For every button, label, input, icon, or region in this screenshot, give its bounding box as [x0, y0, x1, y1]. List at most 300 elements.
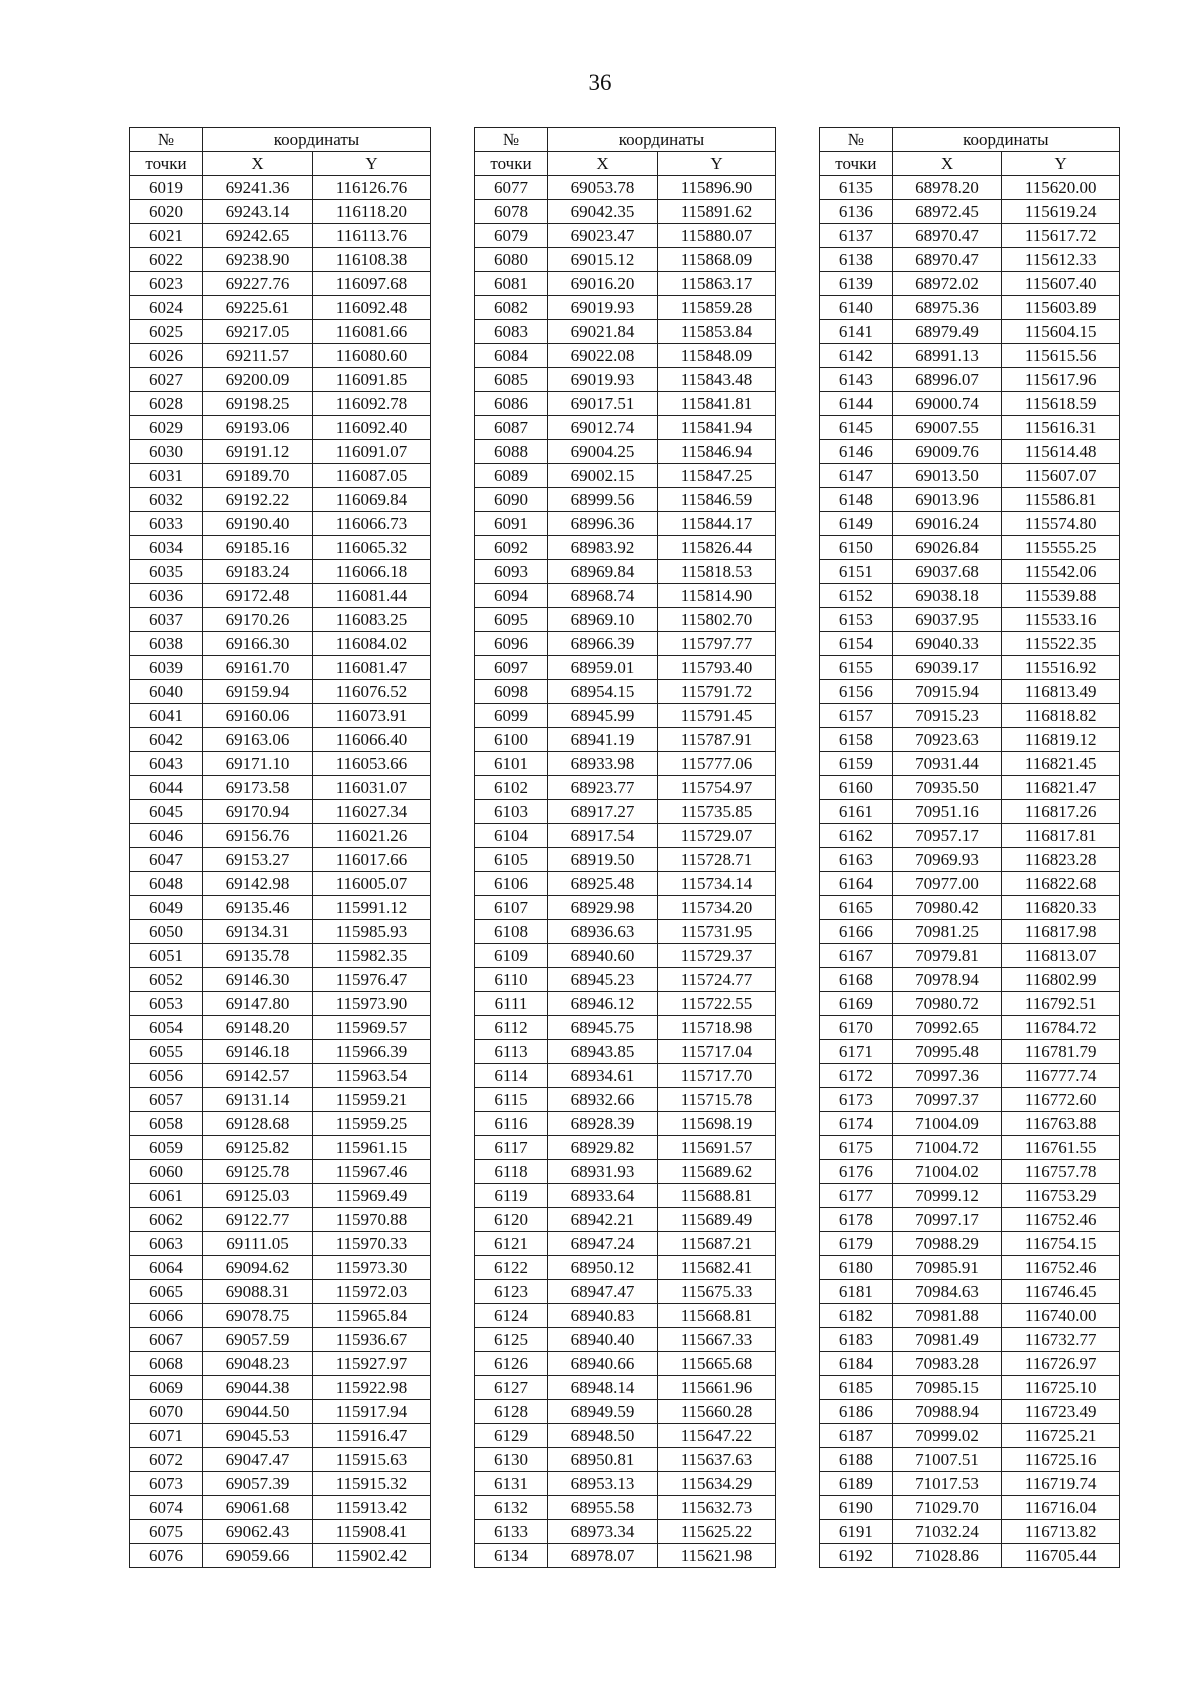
x-coordinate-cell: 69094.62 [203, 1256, 313, 1280]
y-coordinate-cell: 115936.67 [313, 1328, 431, 1352]
table-row [475, 464, 776, 488]
x-coordinate-cell: 68947.47 [548, 1280, 658, 1304]
x-coordinate-cell: 69057.39 [203, 1472, 313, 1496]
point-number-cell: 6062 [130, 1208, 203, 1232]
table-row [820, 416, 1120, 440]
point-number-cell: 6104 [475, 824, 548, 848]
table-row [475, 272, 776, 296]
point-number-cell: 6161 [820, 800, 893, 824]
point-number-cell: 6082 [475, 296, 548, 320]
x-coordinate-cell: 69023.47 [548, 224, 658, 248]
x-coordinate-cell: 69192.22 [203, 488, 313, 512]
y-coordinate-cell: 116821.45 [1002, 752, 1120, 776]
point-number-cell: 6031 [130, 464, 203, 488]
x-coordinate-cell: 71007.51 [892, 1448, 1002, 1472]
y-coordinate-cell: 116097.68 [313, 272, 431, 296]
x-coordinate-cell: 69241.36 [203, 176, 313, 200]
y-coordinate-cell: 116817.26 [1002, 800, 1120, 824]
table-row [820, 488, 1120, 512]
y-coordinate-cell: 115969.49 [313, 1184, 431, 1208]
table-row [475, 608, 776, 632]
x-coordinate-cell: 68970.47 [892, 224, 1002, 248]
y-coordinate-cell: 115617.72 [1002, 224, 1120, 248]
x-coordinate-cell: 69125.78 [203, 1160, 313, 1184]
x-coordinate-cell: 68933.64 [548, 1184, 658, 1208]
y-coordinate-cell: 115729.37 [658, 944, 776, 968]
x-coordinate-cell: 69000.74 [892, 392, 1002, 416]
y-coordinate-cell: 115846.94 [658, 440, 776, 464]
table-row [820, 728, 1120, 752]
table-row [475, 296, 776, 320]
table-row [475, 968, 776, 992]
table-row [820, 656, 1120, 680]
point-number-cell: 6024 [130, 296, 203, 320]
x-coordinate-cell: 69044.50 [203, 1400, 313, 1424]
x-coordinate-cell: 69017.51 [548, 392, 658, 416]
x-coordinate-cell: 69185.16 [203, 536, 313, 560]
point-number-cell: 6139 [820, 272, 893, 296]
y-coordinate-cell: 116781.79 [1002, 1040, 1120, 1064]
x-coordinate-cell: 69002.15 [548, 464, 658, 488]
coordinate-table-2 [474, 127, 776, 1568]
y-coordinate-cell: 115777.06 [658, 752, 776, 776]
x-coordinate-cell: 68972.45 [892, 200, 1002, 224]
point-number-cell: 6071 [130, 1424, 203, 1448]
y-coordinate-cell: 116113.76 [313, 224, 431, 248]
table-row [820, 440, 1120, 464]
x-coordinate-cell: 70979.81 [892, 944, 1002, 968]
x-coordinate-cell: 69122.77 [203, 1208, 313, 1232]
y-coordinate-cell: 115891.62 [658, 200, 776, 224]
y-coordinate-cell: 115959.21 [313, 1088, 431, 1112]
table-row [820, 296, 1120, 320]
point-number-cell: 6133 [475, 1520, 548, 1544]
table-row [820, 1376, 1120, 1400]
table-row [475, 1184, 776, 1208]
coordinate-tables [129, 127, 1120, 1583]
table-row [475, 1424, 776, 1448]
table-row [475, 416, 776, 440]
x-coordinate-cell: 68969.84 [548, 560, 658, 584]
y-coordinate-cell: 116746.45 [1002, 1280, 1120, 1304]
point-number-cell: 6084 [475, 344, 548, 368]
point-number-cell: 6055 [130, 1040, 203, 1064]
x-coordinate-cell: 69128.68 [203, 1112, 313, 1136]
point-number-cell: 6097 [475, 656, 548, 680]
y-coordinate-cell: 116092.48 [313, 296, 431, 320]
y-coordinate-cell: 115826.44 [658, 536, 776, 560]
y-coordinate-cell: 116108.38 [313, 248, 431, 272]
table-row [820, 1472, 1120, 1496]
x-coordinate-cell: 69189.70 [203, 464, 313, 488]
y-coordinate-cell: 116065.32 [313, 536, 431, 560]
y-coordinate-cell: 115698.19 [658, 1112, 776, 1136]
table-row [130, 1304, 431, 1328]
table-row [475, 1256, 776, 1280]
header-y: Y [1002, 152, 1120, 176]
x-coordinate-cell: 69153.27 [203, 848, 313, 872]
table-row [130, 1088, 431, 1112]
point-number-cell: 6019 [130, 176, 203, 200]
y-coordinate-cell: 116813.49 [1002, 680, 1120, 704]
x-coordinate-cell: 69243.14 [203, 200, 313, 224]
table-row [475, 1400, 776, 1424]
x-coordinate-cell: 68948.50 [548, 1424, 658, 1448]
point-number-cell: 6105 [475, 848, 548, 872]
y-coordinate-cell: 116092.78 [313, 392, 431, 416]
x-coordinate-cell: 69004.25 [548, 440, 658, 464]
point-number-cell: 6150 [820, 536, 893, 560]
point-number-cell: 6090 [475, 488, 548, 512]
point-number-cell: 6036 [130, 584, 203, 608]
table-row [820, 1328, 1120, 1352]
point-number-cell: 6081 [475, 272, 548, 296]
x-coordinate-cell: 69191.12 [203, 440, 313, 464]
y-coordinate-cell: 115991.12 [313, 896, 431, 920]
x-coordinate-cell: 69125.82 [203, 1136, 313, 1160]
table-row [820, 344, 1120, 368]
x-coordinate-cell: 69135.78 [203, 944, 313, 968]
x-coordinate-cell: 69078.75 [203, 1304, 313, 1328]
table-row [130, 1040, 431, 1064]
point-number-cell: 6156 [820, 680, 893, 704]
y-coordinate-cell: 115734.20 [658, 896, 776, 920]
y-coordinate-cell: 115691.57 [658, 1136, 776, 1160]
table-row [820, 272, 1120, 296]
point-number-cell: 6114 [475, 1064, 548, 1088]
x-coordinate-cell: 68932.66 [548, 1088, 658, 1112]
table-row [475, 1232, 776, 1256]
point-number-cell: 6140 [820, 296, 893, 320]
table-row [475, 1448, 776, 1472]
x-coordinate-cell: 69225.61 [203, 296, 313, 320]
table-row [130, 896, 431, 920]
point-number-cell: 6135 [820, 176, 893, 200]
point-number-cell: 6020 [130, 200, 203, 224]
table-row [130, 200, 431, 224]
x-coordinate-cell: 69015.12 [548, 248, 658, 272]
table-row [130, 848, 431, 872]
x-coordinate-cell: 68953.13 [548, 1472, 658, 1496]
table-row [475, 992, 776, 1016]
y-coordinate-cell: 116005.07 [313, 872, 431, 896]
table-row [820, 608, 1120, 632]
table-row [475, 440, 776, 464]
point-number-cell: 6123 [475, 1280, 548, 1304]
header-num-top: № [820, 128, 893, 152]
y-coordinate-cell: 116725.10 [1002, 1376, 1120, 1400]
point-number-cell: 6045 [130, 800, 203, 824]
x-coordinate-cell: 71017.53 [892, 1472, 1002, 1496]
x-coordinate-cell: 69013.50 [892, 464, 1002, 488]
y-coordinate-cell: 116017.66 [313, 848, 431, 872]
table-row [130, 224, 431, 248]
y-coordinate-cell: 115915.32 [313, 1472, 431, 1496]
table-row [130, 944, 431, 968]
x-coordinate-cell: 69147.80 [203, 992, 313, 1016]
point-number-cell: 6054 [130, 1016, 203, 1040]
x-coordinate-cell: 70951.16 [892, 800, 1002, 824]
point-number-cell: 6160 [820, 776, 893, 800]
x-coordinate-cell: 68973.34 [548, 1520, 658, 1544]
x-coordinate-cell: 68928.39 [548, 1112, 658, 1136]
y-coordinate-cell: 115844.17 [658, 512, 776, 536]
y-coordinate-cell: 116723.49 [1002, 1400, 1120, 1424]
y-coordinate-cell: 115735.85 [658, 800, 776, 824]
y-coordinate-cell: 116080.60 [313, 344, 431, 368]
x-coordinate-cell: 69047.47 [203, 1448, 313, 1472]
table-row [475, 824, 776, 848]
point-number-cell: 6092 [475, 536, 548, 560]
point-number-cell: 6076 [130, 1544, 203, 1568]
y-coordinate-cell: 115787.91 [658, 728, 776, 752]
point-number-cell: 6052 [130, 968, 203, 992]
table-row [475, 1472, 776, 1496]
y-coordinate-cell: 115689.62 [658, 1160, 776, 1184]
table-row [130, 752, 431, 776]
x-coordinate-cell: 69039.17 [892, 656, 1002, 680]
y-coordinate-cell: 115793.40 [658, 656, 776, 680]
x-coordinate-cell: 69238.90 [203, 248, 313, 272]
x-coordinate-cell: 69217.05 [203, 320, 313, 344]
x-coordinate-cell: 69148.20 [203, 1016, 313, 1040]
x-coordinate-cell: 69227.76 [203, 272, 313, 296]
y-coordinate-cell: 115847.25 [658, 464, 776, 488]
point-number-cell: 6108 [475, 920, 548, 944]
table-row [130, 608, 431, 632]
x-coordinate-cell: 69016.24 [892, 512, 1002, 536]
x-coordinate-cell: 70980.72 [892, 992, 1002, 1016]
table-row [130, 176, 431, 200]
x-coordinate-cell: 69037.95 [892, 608, 1002, 632]
x-coordinate-cell: 69242.65 [203, 224, 313, 248]
y-coordinate-cell: 115665.68 [658, 1352, 776, 1376]
table-row [475, 896, 776, 920]
y-coordinate-cell: 116066.73 [313, 512, 431, 536]
point-number-cell: 6035 [130, 560, 203, 584]
coordinate-table-3 [819, 127, 1120, 1568]
point-number-cell: 6137 [820, 224, 893, 248]
y-coordinate-cell: 115688.81 [658, 1184, 776, 1208]
header-num-bottom: точки [820, 152, 893, 176]
point-number-cell: 6030 [130, 440, 203, 464]
x-coordinate-cell: 68936.63 [548, 920, 658, 944]
x-coordinate-cell: 68955.58 [548, 1496, 658, 1520]
point-number-cell: 6131 [475, 1472, 548, 1496]
table-row [820, 632, 1120, 656]
table-row [475, 680, 776, 704]
table-row [130, 1256, 431, 1280]
table-row [130, 656, 431, 680]
y-coordinate-cell: 116118.20 [313, 200, 431, 224]
table-row [130, 1400, 431, 1424]
x-coordinate-cell: 69053.78 [548, 176, 658, 200]
table-row [130, 1232, 431, 1256]
x-coordinate-cell: 68966.39 [548, 632, 658, 656]
x-coordinate-cell: 68983.92 [548, 536, 658, 560]
y-coordinate-cell: 116083.25 [313, 608, 431, 632]
x-coordinate-cell: 68949.59 [548, 1400, 658, 1424]
point-number-cell: 6048 [130, 872, 203, 896]
y-coordinate-cell: 115539.88 [1002, 584, 1120, 608]
table-row [475, 944, 776, 968]
y-coordinate-cell: 116753.29 [1002, 1184, 1120, 1208]
table-row [130, 728, 431, 752]
header-coords: координаты [203, 128, 431, 152]
table-row [475, 752, 776, 776]
header-num-top: № [475, 128, 548, 152]
point-number-cell: 6175 [820, 1136, 893, 1160]
y-coordinate-cell: 115853.84 [658, 320, 776, 344]
x-coordinate-cell: 69211.57 [203, 344, 313, 368]
point-number-cell: 6025 [130, 320, 203, 344]
y-coordinate-cell: 115734.14 [658, 872, 776, 896]
y-coordinate-cell: 115908.41 [313, 1520, 431, 1544]
y-coordinate-cell: 116763.88 [1002, 1112, 1120, 1136]
table-row [130, 368, 431, 392]
y-coordinate-cell: 116752.46 [1002, 1208, 1120, 1232]
y-coordinate-cell: 115797.77 [658, 632, 776, 656]
table-row [130, 1112, 431, 1136]
point-number-cell: 6072 [130, 1448, 203, 1472]
y-coordinate-cell: 115917.94 [313, 1400, 431, 1424]
point-number-cell: 6127 [475, 1376, 548, 1400]
y-coordinate-cell: 115612.33 [1002, 248, 1120, 272]
x-coordinate-cell: 70923.63 [892, 728, 1002, 752]
y-coordinate-cell: 116073.91 [313, 704, 431, 728]
y-coordinate-cell: 116817.81 [1002, 824, 1120, 848]
point-number-cell: 6132 [475, 1496, 548, 1520]
y-coordinate-cell: 116820.33 [1002, 896, 1120, 920]
point-number-cell: 6043 [130, 752, 203, 776]
table-row [130, 680, 431, 704]
table-row [820, 800, 1120, 824]
header-y: Y [658, 152, 776, 176]
point-number-cell: 6038 [130, 632, 203, 656]
y-coordinate-cell: 115668.81 [658, 1304, 776, 1328]
x-coordinate-cell: 68934.61 [548, 1064, 658, 1088]
coordinate-table-1 [129, 127, 431, 1568]
x-coordinate-cell: 70981.25 [892, 920, 1002, 944]
x-coordinate-cell: 68923.77 [548, 776, 658, 800]
point-number-cell: 6096 [475, 632, 548, 656]
point-number-cell: 6124 [475, 1304, 548, 1328]
y-coordinate-cell: 116725.21 [1002, 1424, 1120, 1448]
table-row [475, 632, 776, 656]
table-row [475, 1520, 776, 1544]
y-coordinate-cell: 116725.16 [1002, 1448, 1120, 1472]
table-row [475, 1160, 776, 1184]
table-row [475, 560, 776, 584]
x-coordinate-cell: 68991.13 [892, 344, 1002, 368]
table-row [130, 440, 431, 464]
x-coordinate-cell: 69193.06 [203, 416, 313, 440]
table-row [475, 224, 776, 248]
point-number-cell: 6182 [820, 1304, 893, 1328]
y-coordinate-cell: 115927.97 [313, 1352, 431, 1376]
y-coordinate-cell: 115982.35 [313, 944, 431, 968]
y-coordinate-cell: 115970.33 [313, 1232, 431, 1256]
x-coordinate-cell: 68940.83 [548, 1304, 658, 1328]
y-coordinate-cell: 116021.26 [313, 824, 431, 848]
point-number-cell: 6116 [475, 1112, 548, 1136]
table-row [130, 464, 431, 488]
table-row [475, 920, 776, 944]
x-coordinate-cell: 69198.25 [203, 392, 313, 416]
table-row [130, 920, 431, 944]
table-row [130, 488, 431, 512]
x-coordinate-cell: 71004.72 [892, 1136, 1002, 1160]
table-row [820, 1136, 1120, 1160]
point-number-cell: 6051 [130, 944, 203, 968]
point-number-cell: 6189 [820, 1472, 893, 1496]
point-number-cell: 6093 [475, 560, 548, 584]
table-row [820, 464, 1120, 488]
x-coordinate-cell: 71028.86 [892, 1544, 1002, 1568]
table-row [475, 776, 776, 800]
point-number-cell: 6126 [475, 1352, 548, 1376]
point-number-cell: 6141 [820, 320, 893, 344]
header-num-bottom: точки [475, 152, 548, 176]
table-row [130, 704, 431, 728]
x-coordinate-cell: 69131.14 [203, 1088, 313, 1112]
table-row [820, 560, 1120, 584]
x-coordinate-cell: 69009.76 [892, 440, 1002, 464]
y-coordinate-cell: 115661.96 [658, 1376, 776, 1400]
point-number-cell: 6143 [820, 368, 893, 392]
header-x: X [203, 152, 313, 176]
x-coordinate-cell: 68979.49 [892, 320, 1002, 344]
header-coords: координаты [892, 128, 1119, 152]
table-row [820, 512, 1120, 536]
point-number-cell: 6181 [820, 1280, 893, 1304]
point-number-cell: 6185 [820, 1376, 893, 1400]
y-coordinate-cell: 115959.25 [313, 1112, 431, 1136]
x-coordinate-cell: 68917.54 [548, 824, 658, 848]
point-number-cell: 6044 [130, 776, 203, 800]
point-number-cell: 6101 [475, 752, 548, 776]
point-number-cell: 6109 [475, 944, 548, 968]
y-coordinate-cell: 116031.07 [313, 776, 431, 800]
x-coordinate-cell: 70957.17 [892, 824, 1002, 848]
x-coordinate-cell: 71004.09 [892, 1112, 1002, 1136]
x-coordinate-cell: 68929.82 [548, 1136, 658, 1160]
x-coordinate-cell: 69044.38 [203, 1376, 313, 1400]
header-x: X [548, 152, 658, 176]
x-coordinate-cell: 70915.23 [892, 704, 1002, 728]
y-coordinate-cell: 115619.24 [1002, 200, 1120, 224]
point-number-cell: 6095 [475, 608, 548, 632]
x-coordinate-cell: 70988.29 [892, 1232, 1002, 1256]
x-coordinate-cell: 69142.98 [203, 872, 313, 896]
table-row [820, 992, 1120, 1016]
table-row [820, 1280, 1120, 1304]
y-coordinate-cell: 116752.46 [1002, 1256, 1120, 1280]
x-coordinate-cell: 69111.05 [203, 1232, 313, 1256]
table-row [475, 1208, 776, 1232]
point-number-cell: 6066 [130, 1304, 203, 1328]
table-row [820, 1088, 1120, 1112]
point-number-cell: 6169 [820, 992, 893, 1016]
x-coordinate-cell: 68996.36 [548, 512, 658, 536]
point-number-cell: 6040 [130, 680, 203, 704]
y-coordinate-cell: 115607.07 [1002, 464, 1120, 488]
x-coordinate-cell: 69125.03 [203, 1184, 313, 1208]
point-number-cell: 6075 [130, 1520, 203, 1544]
table-row [130, 824, 431, 848]
y-coordinate-cell: 116813.07 [1002, 944, 1120, 968]
y-coordinate-cell: 115586.81 [1002, 488, 1120, 512]
